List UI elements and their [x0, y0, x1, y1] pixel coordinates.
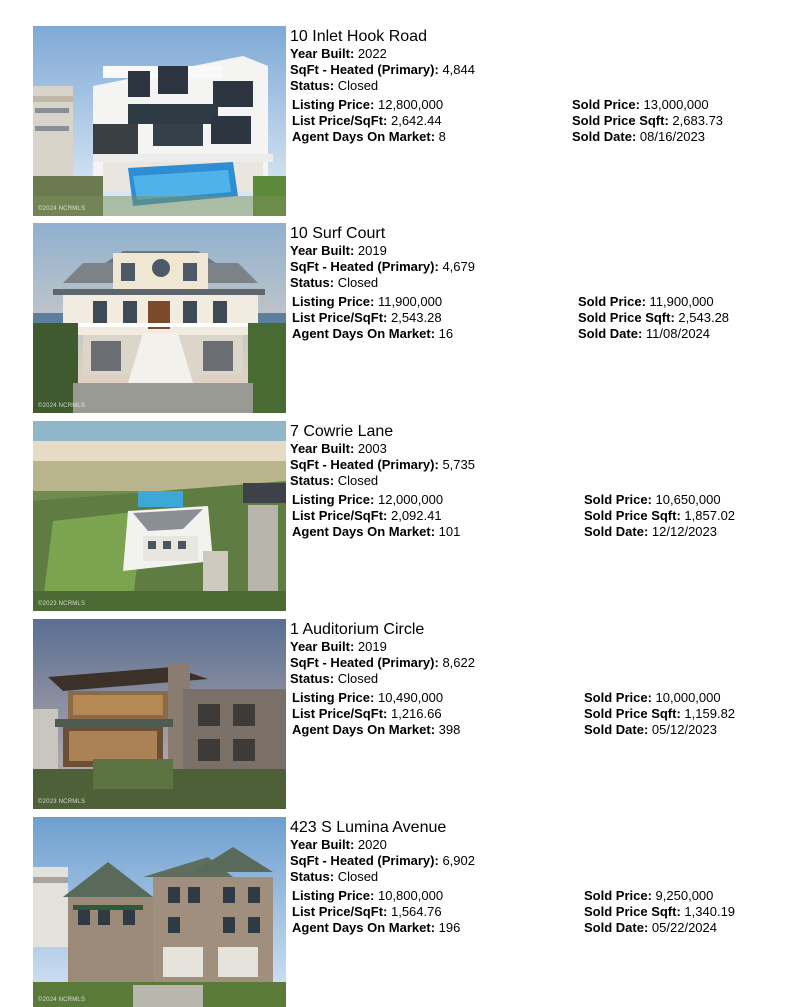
- sold-price-label: Sold Price:: [584, 888, 652, 903]
- list-price-sqft-row: [292, 508, 442, 524]
- list-price-sqft-row: [292, 310, 442, 326]
- aerial-estate-image: [33, 421, 286, 611]
- sold-date-row: [572, 129, 705, 145]
- status-value: Closed: [337, 473, 379, 488]
- listing-price-value: 12,800,000: [377, 97, 444, 112]
- year-built-row: [290, 441, 387, 457]
- days-on-market-row: [292, 524, 460, 540]
- list-price-sqft-value: 2,092.41: [390, 508, 442, 523]
- list-price-sqft-value: 2,642.44: [390, 113, 442, 128]
- shingle-house-image: [33, 817, 286, 1007]
- status-row: [290, 78, 378, 94]
- listing-card: [0, 26, 800, 216]
- list-price-sqft-row: [292, 904, 442, 920]
- sold-price-sqft-value: 2,683.73: [672, 113, 724, 128]
- sold-date-value: 11/08/2024: [645, 326, 711, 341]
- status-label: Status:: [290, 671, 335, 686]
- sqft-value: 8,622: [442, 655, 475, 670]
- property-address[interactable]: 10 Surf Court: [290, 225, 386, 242]
- sold-price-sqft-label: Sold Price Sqft:: [584, 904, 681, 919]
- property-address[interactable]: 10 Inlet Hook Road: [290, 28, 427, 45]
- days-on-market-row: [292, 920, 460, 936]
- sqft-label: SqFt - Heated (Primary):: [290, 655, 439, 670]
- days-on-market-label: Agent Days On Market:: [292, 129, 436, 144]
- sold-date-value: 05/22/2024: [651, 920, 717, 935]
- days-on-market-value: 101: [438, 524, 461, 539]
- list-price-sqft-label: List Price/SqFt:: [292, 113, 388, 128]
- listing-price-row: [292, 97, 443, 113]
- sqft-label: SqFt - Heated (Primary):: [290, 457, 439, 472]
- listing-price-value: 12,000,000: [377, 492, 444, 507]
- sold-price-sqft-label: Sold Price Sqft:: [584, 508, 681, 523]
- sqft-row: [290, 259, 475, 275]
- sold-date-row: [584, 722, 717, 738]
- photo-watermark: ©2023 NCRMLS: [38, 601, 86, 607]
- sold-price-sqft-label: Sold Price Sqft:: [584, 706, 681, 721]
- sqft-row: [290, 457, 475, 473]
- year-built-label: Year Built:: [290, 639, 355, 654]
- status-value: Closed: [337, 671, 379, 686]
- year-built-label: Year Built:: [290, 243, 355, 258]
- sqft-row: [290, 655, 475, 671]
- year-built-row: [290, 46, 387, 62]
- sold-date-label: Sold Date:: [584, 524, 649, 539]
- sold-price-sqft-row: [572, 113, 723, 129]
- listing-price-row: [292, 492, 443, 508]
- year-built-value: 2019: [357, 639, 387, 654]
- property-address[interactable]: 423 S Lumina Avenue: [290, 819, 447, 836]
- photo-watermark: ©2024 NCRMLS: [38, 206, 86, 212]
- sold-date-value: 08/16/2023: [639, 129, 705, 144]
- list-price-sqft-row: [292, 113, 442, 129]
- status-label: Status:: [290, 473, 335, 488]
- status-value: Closed: [337, 869, 379, 884]
- sold-price-sqft-value: 1,340.19: [684, 904, 736, 919]
- days-on-market-row: [292, 722, 460, 738]
- year-built-row: [290, 243, 387, 259]
- list-price-sqft-row: [292, 706, 442, 722]
- days-on-market-row: [292, 129, 446, 145]
- sold-price-label: Sold Price:: [584, 690, 652, 705]
- sold-price-sqft-row: [584, 706, 735, 722]
- days-on-market-label: Agent Days On Market:: [292, 326, 436, 341]
- sold-price-sqft-label: Sold Price Sqft:: [578, 310, 675, 325]
- sqft-value: 4,679: [442, 259, 475, 274]
- list-price-sqft-value: 1,216.66: [390, 706, 442, 721]
- listing-price-label: Listing Price:: [292, 492, 375, 507]
- sold-price-sqft-value: 1,857.02: [684, 508, 736, 523]
- sold-price-value: 11,900,000: [649, 294, 714, 309]
- sqft-label: SqFt - Heated (Primary):: [290, 62, 439, 77]
- status-value: Closed: [337, 78, 379, 93]
- property-photo[interactable]: [33, 619, 286, 809]
- listing-price-row: [292, 690, 443, 706]
- year-built-row: [290, 837, 387, 853]
- days-on-market-value: 398: [438, 722, 461, 737]
- listing-price-row: [292, 888, 443, 904]
- coastal-house-image: [33, 223, 286, 413]
- sold-price-sqft-row: [578, 310, 729, 326]
- year-built-value: 2022: [357, 46, 387, 61]
- sqft-label: SqFt - Heated (Primary):: [290, 853, 439, 868]
- status-row: [290, 473, 378, 489]
- photo-watermark: ©2024 NCRMLS: [38, 997, 86, 1003]
- listing-price-label: Listing Price:: [292, 97, 375, 112]
- listing-card: [0, 421, 800, 611]
- property-address[interactable]: 7 Cowrie Lane: [290, 423, 394, 440]
- sold-date-row: [584, 524, 717, 540]
- year-built-label: Year Built:: [290, 837, 355, 852]
- listing-price-label: Listing Price:: [292, 888, 375, 903]
- listing-price-row: [292, 294, 442, 310]
- year-built-value: 2019: [357, 243, 387, 258]
- sold-date-row: [584, 920, 717, 936]
- sold-price-value: 9,250,000: [655, 888, 714, 903]
- sqft-value: 4,844: [442, 62, 475, 77]
- sold-price-sqft-value: 2,543.28: [678, 310, 730, 325]
- sold-price-sqft-value: 1,159.82: [684, 706, 736, 721]
- list-price-sqft-value: 2,543.28: [390, 310, 442, 325]
- list-price-sqft-label: List Price/SqFt:: [292, 904, 388, 919]
- sqft-value: 5,735: [442, 457, 475, 472]
- sqft-label: SqFt - Heated (Primary):: [290, 259, 439, 274]
- sold-price-value: 10,650,000: [655, 492, 721, 507]
- photo-watermark: ©2024 NCRMLS: [38, 403, 86, 409]
- year-built-label: Year Built:: [290, 46, 355, 61]
- property-photo[interactable]: [33, 26, 286, 216]
- sold-date-row: [578, 326, 710, 342]
- list-price-sqft-label: List Price/SqFt:: [292, 706, 388, 721]
- listing-card: [0, 817, 800, 1007]
- sold-date-label: Sold Date:: [584, 722, 649, 737]
- status-label: Status:: [290, 275, 335, 290]
- listing-card: [0, 223, 800, 413]
- sold-price-label: Sold Price:: [578, 294, 646, 309]
- sold-price-row: [572, 97, 709, 113]
- listing-price-value: 11,900,000: [377, 294, 443, 309]
- listing-card: [0, 619, 800, 809]
- days-on-market-label: Agent Days On Market:: [292, 920, 436, 935]
- sold-price-row: [584, 492, 721, 508]
- sold-date-value: 12/12/2023: [651, 524, 717, 539]
- sqft-value: 6,902: [442, 853, 475, 868]
- days-on-market-value: 8: [438, 129, 446, 144]
- property-photo[interactable]: [33, 223, 286, 413]
- status-value: Closed: [337, 275, 379, 290]
- sold-date-label: Sold Date:: [578, 326, 643, 341]
- sold-price-value: 13,000,000: [643, 97, 709, 112]
- sold-price-label: Sold Price:: [572, 97, 640, 112]
- status-label: Status:: [290, 78, 335, 93]
- status-row: [290, 671, 378, 687]
- list-price-sqft-value: 1,564.76: [390, 904, 442, 919]
- days-on-market-value: 196: [438, 920, 461, 935]
- days-on-market-label: Agent Days On Market:: [292, 722, 436, 737]
- sold-price-sqft-row: [584, 508, 735, 524]
- list-price-sqft-label: List Price/SqFt:: [292, 508, 388, 523]
- property-photo[interactable]: [33, 421, 286, 611]
- days-on-market-row: [292, 326, 453, 342]
- year-built-label: Year Built:: [290, 441, 355, 456]
- listing-price-value: 10,490,000: [377, 690, 444, 705]
- sqft-row: [290, 853, 475, 869]
- sold-price-row: [584, 690, 721, 706]
- contemporary-house-dusk-image: [33, 619, 286, 809]
- modern-house-pool-image: [33, 26, 286, 216]
- listing-price-label: Listing Price:: [292, 690, 375, 705]
- sold-price-sqft-row: [584, 904, 735, 920]
- year-built-value: 2020: [357, 837, 387, 852]
- sold-price-label: Sold Price:: [584, 492, 652, 507]
- property-address[interactable]: 1 Auditorium Circle: [290, 621, 425, 638]
- year-built-value: 2003: [357, 441, 387, 456]
- status-row: [290, 869, 378, 885]
- days-on-market-label: Agent Days On Market:: [292, 524, 436, 539]
- sold-price-sqft-label: Sold Price Sqft:: [572, 113, 669, 128]
- list-price-sqft-label: List Price/SqFt:: [292, 310, 388, 325]
- photo-watermark: ©2023 NCRMLS: [38, 799, 86, 805]
- listing-price-value: 10,800,000: [377, 888, 444, 903]
- property-photo[interactable]: [33, 817, 286, 1007]
- sqft-row: [290, 62, 475, 78]
- sold-date-label: Sold Date:: [584, 920, 649, 935]
- sold-date-label: Sold Date:: [572, 129, 637, 144]
- sold-date-value: 05/12/2023: [651, 722, 717, 737]
- sold-price-row: [584, 888, 713, 904]
- sold-price-value: 10,000,000: [655, 690, 721, 705]
- sold-price-row: [578, 294, 714, 310]
- days-on-market-value: 16: [438, 326, 454, 341]
- year-built-row: [290, 639, 387, 655]
- status-label: Status:: [290, 869, 335, 884]
- status-row: [290, 275, 378, 291]
- listing-price-label: Listing Price:: [292, 294, 375, 309]
